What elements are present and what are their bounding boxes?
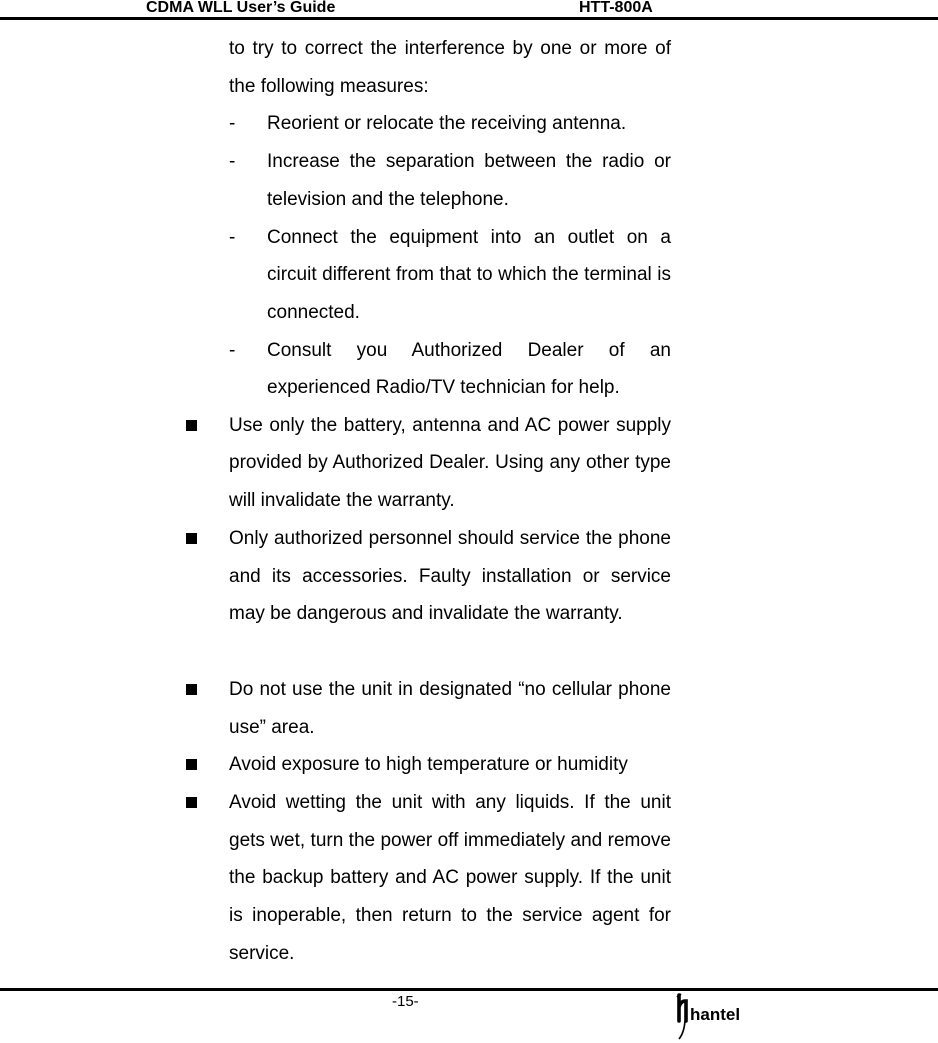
measure-text: Increase the separation between the radio or television and the telephone. <box>267 151 671 210</box>
bullet-item <box>186 746 671 784</box>
dash-marker: - <box>229 226 236 248</box>
square-bullet-icon <box>186 420 197 431</box>
bullet-item <box>186 671 671 746</box>
dash-marker: - <box>229 113 236 135</box>
hantel-logo <box>673 993 743 1041</box>
header-model: HTT-800A <box>579 0 653 16</box>
bullet-item <box>186 520 671 633</box>
square-bullet-icon <box>186 759 197 770</box>
bullet-text: Avoid wetting the unit with any liquids. If the unit gets wet, turn the power off immediately and remove the backup battery and AC power supply. If the unit is inoperable, then return to the service agent for service. <box>229 792 671 964</box>
bullet-text: Use only the battery, antenna and AC power supply provided by Authorized Dealer. Using any other type will invalidate the warranty. <box>229 414 671 511</box>
dash-marker: - <box>229 339 236 361</box>
square-bullet-icon <box>186 797 197 808</box>
footer-rule <box>0 988 938 991</box>
bullet-text: Avoid exposure to high temperature or humidity <box>229 754 628 775</box>
square-bullet-icon <box>186 684 197 695</box>
square-bullet-icon <box>186 533 197 544</box>
measure-item <box>229 219 671 332</box>
measure-item <box>229 143 671 218</box>
intro-paragraph: to try to correct the interference by one or more of the following measures: <box>229 38 671 97</box>
measure-item <box>229 332 671 407</box>
header-title: CDMA WLL User’s Guide <box>146 0 336 16</box>
dash-marker: - <box>229 151 236 173</box>
measure-text: Reorient or relocate the receiving antenna. <box>267 113 627 135</box>
bullet-text: Only authorized personnel should service the phone and its accessories. Faulty installation or service may be dangerous and invalidate the warranty. <box>229 528 671 625</box>
measure-text: Consult you Authorized Dealer of an experienced Radio/TV technician for help. <box>267 339 671 399</box>
measure-item <box>229 105 671 143</box>
bullet-item <box>186 407 671 520</box>
bullet-item <box>186 784 671 973</box>
logo-text: hantel <box>690 1005 741 1024</box>
bullet-text: Do not use the unit in designated “no cellular phone use” area. <box>229 679 671 738</box>
measure-text: Connect the equipment into an outlet on a circuit different from that to which the terminal is connected. <box>267 226 671 323</box>
header-rule <box>0 17 938 20</box>
page-number: -15- <box>392 993 419 1010</box>
